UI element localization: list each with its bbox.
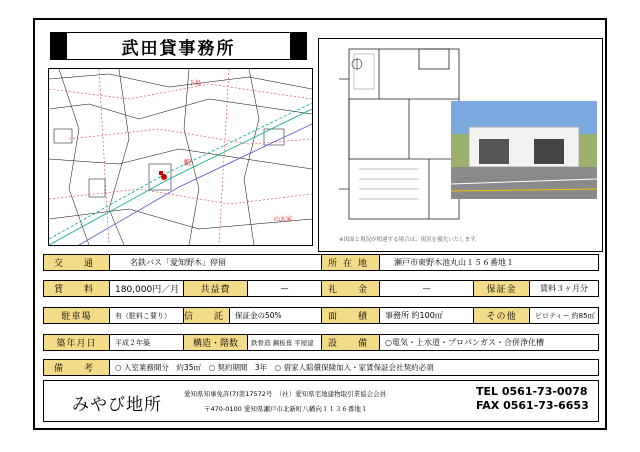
label-location: 所在地 — [322, 255, 380, 270]
property-flyer — [33, 18, 607, 430]
agency-name: みやび地所 — [72, 395, 162, 415]
label-transport: 交 通 — [44, 255, 110, 270]
value-other: ビロティー 約85㎡ — [535, 311, 595, 320]
label-parking: 駐車場 — [44, 308, 110, 323]
map-label-top: 下島 — [189, 80, 202, 87]
value-transport: 名鉄バス「愛知野木」停留 — [110, 255, 322, 270]
map-label-lower-right: 山大家 — [274, 216, 293, 223]
floorplan-photo-panel — [318, 38, 603, 252]
label-key: 礼 金 — [322, 281, 380, 296]
agency-tel[interactable]: TEL 0561-73-0078 — [476, 385, 588, 398]
floor-plan-drawing — [319, 39, 602, 251]
value-rent: 180,000円／月 — [110, 281, 184, 296]
agency-license: 愛知県知事免許(7)第17572号 （社）愛知県宅地建物取引業協会会員 — [184, 390, 387, 398]
label-deposit: 保証金 — [474, 281, 530, 296]
value-area: 事務所 約100㎡ — [380, 308, 474, 323]
label-facilities: 設 備 — [322, 335, 380, 350]
location-map — [48, 68, 313, 246]
row-parking — [43, 307, 599, 324]
map-drawing — [49, 69, 312, 245]
photo-caption: ※図面と現況が相違する場合は、現況を優先いたします。 — [339, 237, 481, 243]
map-label-station: 駅 — [184, 159, 191, 167]
label-remarks: 備 考 — [44, 360, 110, 375]
row-remarks — [43, 359, 599, 376]
label-area: 面 積 — [322, 308, 380, 323]
value-location: 瀬戸市東野木池丸山１５６番地１ — [394, 258, 514, 267]
agency-footer — [43, 380, 599, 422]
row-transport — [43, 254, 599, 271]
label-structure: 構造・階数 — [184, 335, 248, 350]
value-common: — — [248, 281, 322, 296]
value-built: 平成２年築 — [110, 335, 184, 350]
title-bar-left — [51, 33, 67, 59]
value-remarks: ○ 入室業務間分 約35㎡ ○ 契約期間 3年 ○ 借家人賠償保険加入・家賃保証会社契約必須 — [115, 363, 434, 372]
label-rent: 賃 料 — [44, 281, 110, 296]
row-rent — [43, 280, 599, 297]
agency-fax: FAX 0561-73-6653 — [476, 399, 589, 412]
page-title: 武田貸事務所 — [121, 38, 236, 59]
value-parking: 有（駐料こ要り） — [110, 308, 184, 323]
agency-address: 〒470-0100 愛知県瀬戸市北新町八幡向１１３６番地１ — [204, 405, 368, 413]
title-bar-right — [290, 33, 306, 59]
agency-contact — [476, 385, 589, 413]
row-built — [43, 334, 599, 351]
label-common: 共益費 — [184, 281, 248, 296]
value-key: — — [380, 281, 474, 296]
value-credit: 保証金の50% — [230, 308, 322, 323]
label-built: 築年月日 — [44, 335, 110, 350]
title-banner — [50, 32, 307, 60]
value-deposit: 賃料３ヶ月分 — [540, 284, 588, 293]
label-other: その他 — [474, 308, 530, 323]
value-structure: 鉄骨造 鋼板葺 平屋建 — [248, 335, 322, 350]
label-credit: 信 託 — [184, 308, 230, 323]
value-facilities: ○電気・上水道・プロパンガス・合併浄化槽 — [385, 338, 544, 347]
